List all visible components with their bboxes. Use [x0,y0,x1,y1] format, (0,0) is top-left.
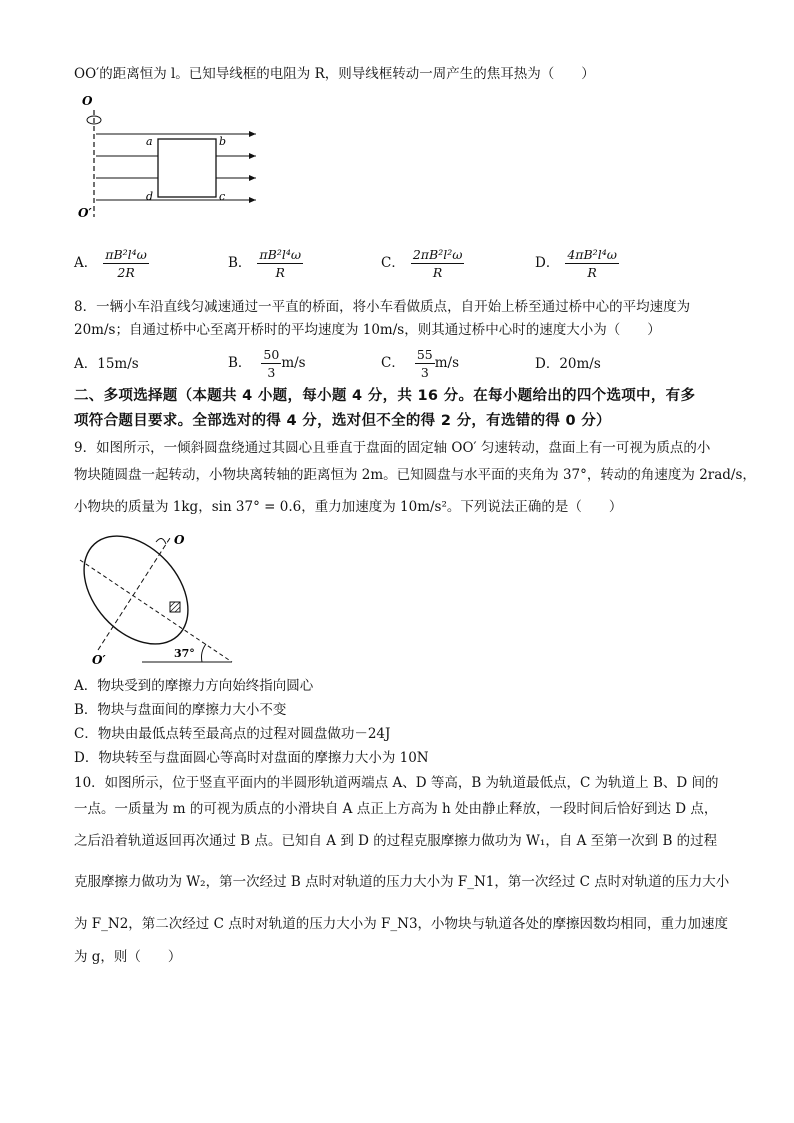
q7-corner-b: b [219,135,227,148]
q10-line-5: 为 F_N2，第二次经过 C 点时对轨道的压力大小为 F_N3，小物块与轨道各处的摩擦因数均相同，重力加速度 [74,916,729,932]
q7-axis-bottom-label: O′ [78,206,92,220]
q8-option-d-text: 20m/s [559,356,601,372]
q7-option-d [535,246,619,281]
q7-option-a-letter: A． [74,255,98,271]
q7-option-c [381,246,464,281]
q8-option-a [74,354,139,374]
q7-option-c-num: 2πB²l²ω [412,247,463,262]
q9-option-b: B．物块与盘面间的摩擦力大小不变 [74,702,287,718]
q7-option-a [74,246,149,281]
q9-rotation-axis [98,538,170,650]
q8-option-d [535,354,601,374]
q7-option-d-letter: D． [535,255,560,271]
q9-angle-arc [202,644,207,662]
q8-option-b-unit: m/s [281,355,306,371]
q8-line-2: 20m/s；自通过桥中心至离开桥时的平均速度为 10m/s，则其通过桥中心时的速度大小为（ ） [74,322,661,338]
q8-option-b-letter: B． [228,355,252,371]
q9-option-d: D．物块转至与盘面圆心等高时对盘面的摩擦力大小为 10N [74,750,429,766]
q7-figure-coil-in-field [74,92,274,222]
q9-angle-label: 37° [174,647,195,660]
q8-option-c-num: 55 [416,347,433,362]
q7-option-a-den: 2R [117,265,135,280]
q8-option-c-letter: C． [381,355,405,371]
q9-option-c: C．物块由最低点转至最高点的过程对圆盘做功－24J [74,726,391,742]
q9-line-2: 物块随圆盘一起转动，小物块离转轴的距离恒为 2m。已知圆盘与水平面的夹角为 37°，转动的角速度为 2rad/s， [74,467,756,483]
q8-option-a-text: 15m/s [97,356,139,372]
q9-figure-tilted-disk [70,530,240,670]
q8-line-1: 8．一辆小车沿直线匀减速通过一平直的桥面，将小车看做质点，自开始上桥至通过桥中心的平均速度为 [74,299,691,315]
q7-option-b-letter: B． [228,255,252,271]
q7-coil-frame [158,139,216,197]
q10-line-2: 一点。一质量为 m 的可视为质点的小滑块自 A 点正上方高为 h 处由静止释放，一段时间后恰好到达 D 点， [74,801,718,817]
q7-stem-line: OO′的距离恒为 l。已知导线框的电阻为 R，则导线框转动一周产生的焦耳热为（ ） [74,66,595,82]
q7-option-c-letter: C． [381,255,405,271]
q8-option-b-den: 3 [267,365,276,380]
q9-axis-top-label: O [174,533,185,547]
q10-line-4: 克服摩擦力做功为 W₂，第一次经过 B 点时对轨道的压力大小为 F_N1，第一次经过 C 点时对轨道的压力大小 [74,874,730,890]
q7-option-d-den: R [587,265,597,280]
section-2-heading-line-1: 二、多项选择题（本题共 4 小题，每小题 4 分，共 16 分。在每小题给出的四个选项中，有多 [74,388,696,404]
q7-corner-a: a [146,135,153,148]
q8-option-c-den: 3 [420,365,429,380]
section-2-heading-line-2: 项符合题目要求。全部选对的得 4 分，选对但不全的得 2 分，有选错的得 0 分） [74,413,611,429]
q7-option-a-num: πB²l⁴ω [105,247,147,262]
q7-axis-top-label: O [82,94,93,108]
q9-disk-outline [70,530,209,664]
q9-axis-bottom-label: O′ [92,653,106,667]
q8-option-d-letter: D． [535,356,560,372]
q8-option-a-letter: A． [74,356,98,372]
q7-option-b-num: πB²l⁴ω [259,247,302,262]
q8-option-c [381,346,459,381]
q7-corner-c: c [219,190,226,203]
q7-option-b [228,246,303,281]
q7-option-d-num: 4πB²l⁴ω [567,247,617,262]
q9-line-3: 小物块的质量为 1kg，sin 37° = 0.6，重力加速度为 10m/s²。下列说法正确的是（ ） [74,499,623,515]
q7-corner-d: d [146,190,154,203]
q9-option-a: A．物块受到的摩擦力方向始终指向圆心 [74,678,314,694]
q9-rotation-arrow [156,538,166,544]
q10-line-3: 之后沿着轨道返回再次通过 B 点。已知自 A 到 D 的过程克服摩擦力做功为 W₁，自 A 至第一次到 B 的过程 [74,833,718,849]
q8-option-b-num: 50 [263,347,280,362]
q8-option-b [228,346,306,381]
q8-option-c-unit: m/s [434,355,460,371]
q9-line-1: 9．如图所示，一倾斜圆盘绕通过其圆心且垂直于盘面的固定轴 OO′ 匀速转动，盘面上有一可视为质点的小 [74,440,711,456]
q10-line-1: 10．如图所示，位于竖直平面内的半圆形轨道两端点 A、D 等高，B 为轨道最低点，C 为轨道上 B、D 间的 [74,775,719,791]
q7-option-b-den: R [275,265,285,280]
q7-option-c-den: R [432,265,443,280]
q9-disk-diameter [80,560,232,662]
q10-line-6: 为 g，则（ ） [74,949,182,965]
